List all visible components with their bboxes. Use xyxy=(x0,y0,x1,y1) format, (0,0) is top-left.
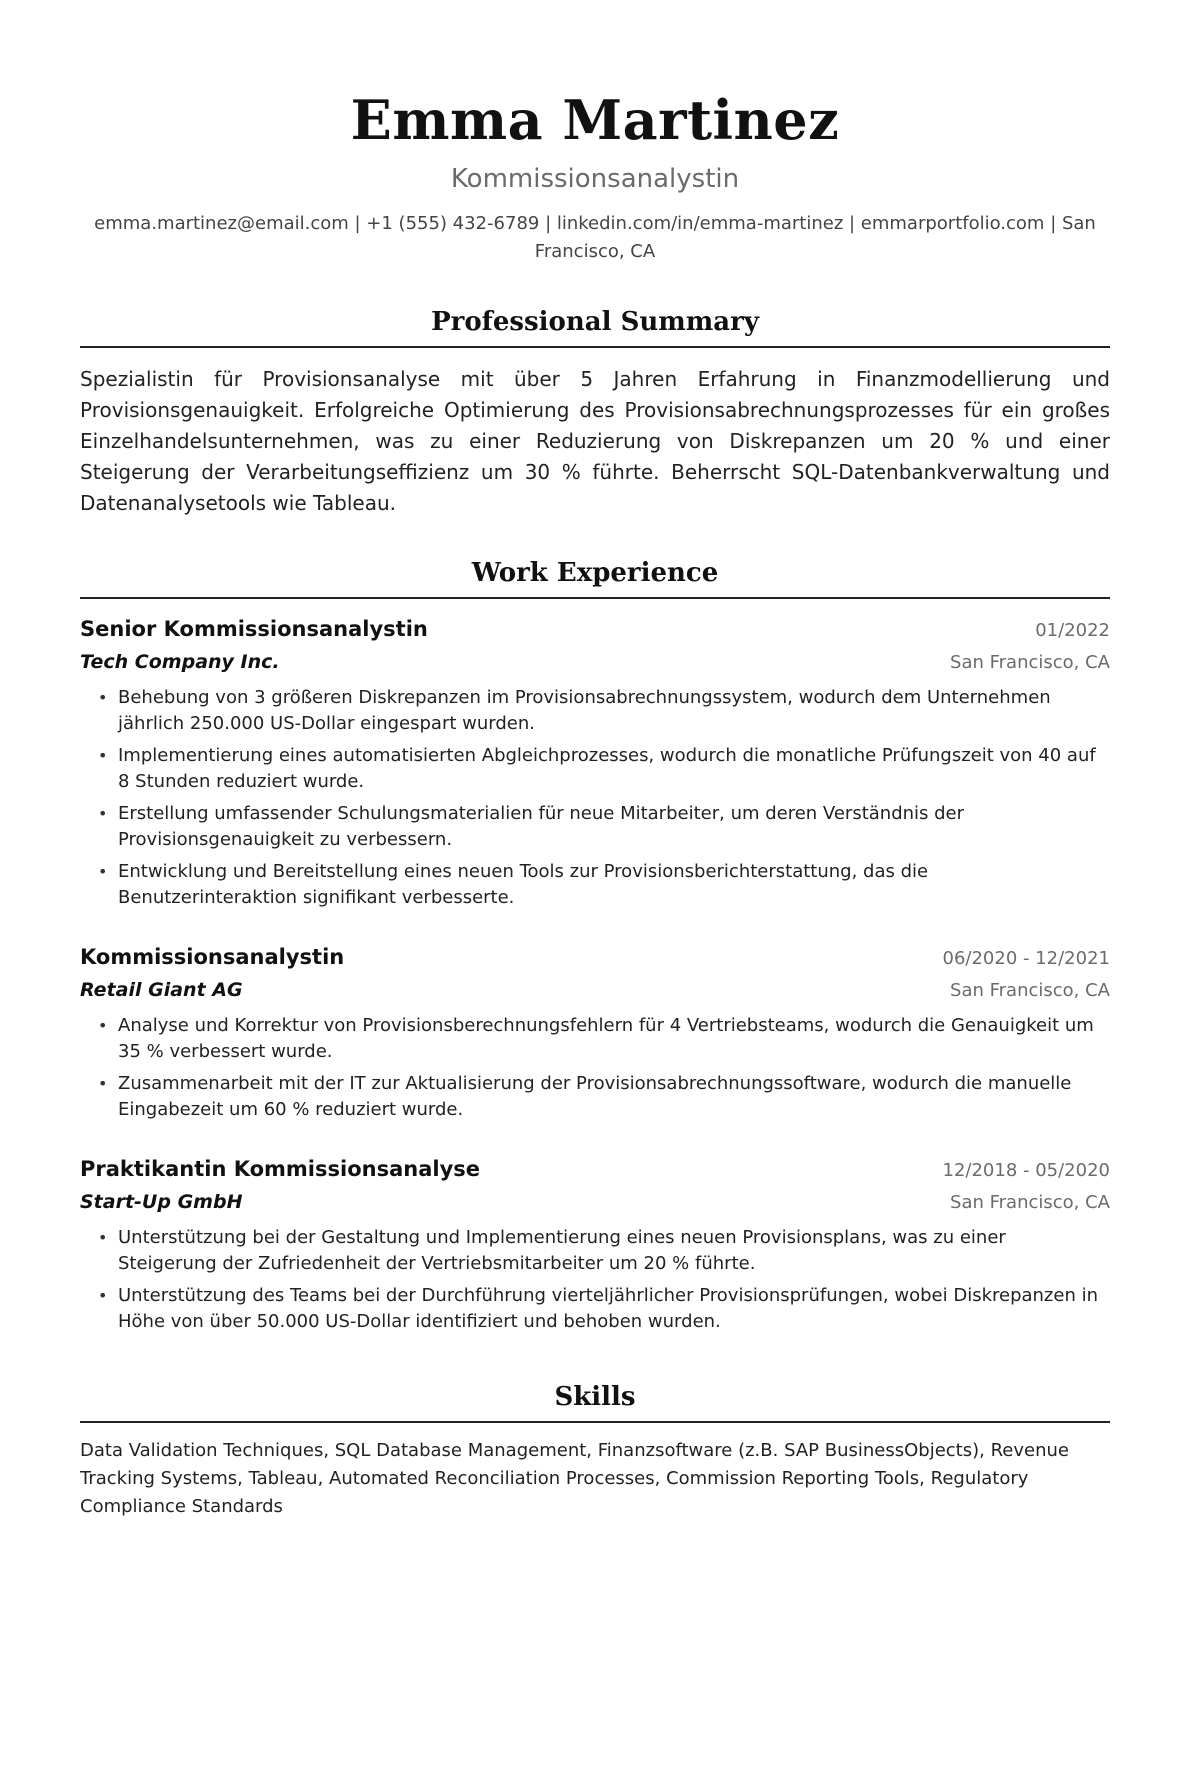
candidate-name: Emma Martinez xyxy=(350,88,840,152)
experience-section xyxy=(80,555,1110,1335)
job-date: 12/2018 - 05/2020 xyxy=(942,1160,1110,1181)
job-date: 06/2020 - 12/2021 xyxy=(942,948,1110,969)
skills-section xyxy=(80,1379,1110,1521)
candidate-title: Kommissionsanalystin xyxy=(450,164,740,194)
job-bullet: • Implementierung eines automatisierten Abgleichprozesses, wodurch die monatliche Prüfungszeit von 40 auf 8 Stunden reduziert wurde. xyxy=(118,743,1110,795)
job-title: Senior Kommissionsanalystin xyxy=(80,617,428,641)
job-bullet: • Zusammenarbeit mit der IT zur Aktualisierung der Provisionsabrechnungssoftware, wodurch die manuelle Eingabezeit um 60 % reduziert wurde. xyxy=(118,1071,1110,1123)
job-entry xyxy=(80,1153,1110,1335)
job-bullets xyxy=(80,685,1110,911)
contact-line: emma.martinez@email.com | +1 (555) 432-6789 | linkedin.com/in/emma-martinez | emmarportfolio.com | San Francisco, CA xyxy=(94,213,1096,262)
job-date: 01/2022 xyxy=(1035,620,1110,641)
job-location: San Francisco, CA xyxy=(950,1192,1110,1213)
job-bullet: • Unterstützung bei der Gestaltung und Implementierung eines neuen Provisionsplans, was zu einer Steigerung der Zufriedenheit der Vertriebsmitarbeiter um 20 % führte. xyxy=(118,1225,1110,1277)
skills-text: Data Validation Techniques, SQL Database Management, Finanzsoftware (z.B. SAP BusinessObjects), Revenue Tracking Systems, Tableau, Automated Reconciliation Processes, Commission Reporting Tools, Regulatory Compliance Standards xyxy=(80,1440,1069,1517)
job-title: Kommissionsanalystin xyxy=(80,945,345,969)
job-location: San Francisco, CA xyxy=(950,980,1110,1001)
job-bullet: • Erstellung umfassender Schulungsmaterialien für neue Mitarbeiter, um deren Verständnis der Provisionsgenauigkeit zu verbessern. xyxy=(118,801,1110,853)
job-company: Start-Up GmbH xyxy=(80,1191,243,1213)
experience-heading: Work Experience xyxy=(80,555,1110,599)
resume-page xyxy=(0,88,1190,1771)
job-bullets xyxy=(80,1013,1110,1123)
job-bullets xyxy=(80,1225,1110,1335)
job-bullet: • Entwicklung und Bereitstellung eines neuen Tools zur Provisionsberichterstattung, das die Benutzerinteraktion signifikant verbesserte. xyxy=(118,859,1110,911)
resume-header xyxy=(80,88,1110,266)
job-location: San Francisco, CA xyxy=(950,652,1110,673)
job-company: Retail Giant AG xyxy=(80,979,243,1001)
job-entry xyxy=(80,613,1110,911)
job-bullet: • Unterstützung des Teams bei der Durchführung vierteljährlicher Provisionsprüfungen, wobei Diskrepanzen in Höhe von über 50.000 US-Dollar identifiziert und behoben wurden. xyxy=(118,1283,1110,1335)
summary-section xyxy=(80,304,1110,519)
job-title: Praktikantin Kommissionsanalyse xyxy=(80,1157,480,1181)
job-company: Tech Company Inc. xyxy=(80,651,280,673)
summary-heading: Professional Summary xyxy=(80,304,1110,348)
summary-text: Spezialistin für Provisionsanalyse mit über 5 Jahren Erfahrung in Finanzmodellierung und Provisionsgenauigkeit. Erfolgreiche Optimierung des Provisionsabrechnungsprozesses für ein großes Einzelhandelsunternehmen, was zu einer Reduzierung von Diskrepanzen um 20 % und einer Steigerung der Verarbeitungseffizienz um 30 % führte. Beherrscht SQL-Datenbankverwaltung und Datenanalysetools wie Tableau. xyxy=(80,367,1110,515)
skills-heading: Skills xyxy=(80,1379,1110,1423)
job-bullet: • Analyse und Korrektur von Provisionsberechnungsfehlern für 4 Vertriebsteams, wodurch die Genauigkeit um 35 % verbessert wurde. xyxy=(118,1013,1110,1065)
job-bullet: • Behebung von 3 größeren Diskrepanzen im Provisionsabrechnungssystem, wodurch dem Unternehmen jährlich 250.000 US-Dollar eingespart wurden. xyxy=(118,685,1110,737)
job-entry xyxy=(80,941,1110,1123)
